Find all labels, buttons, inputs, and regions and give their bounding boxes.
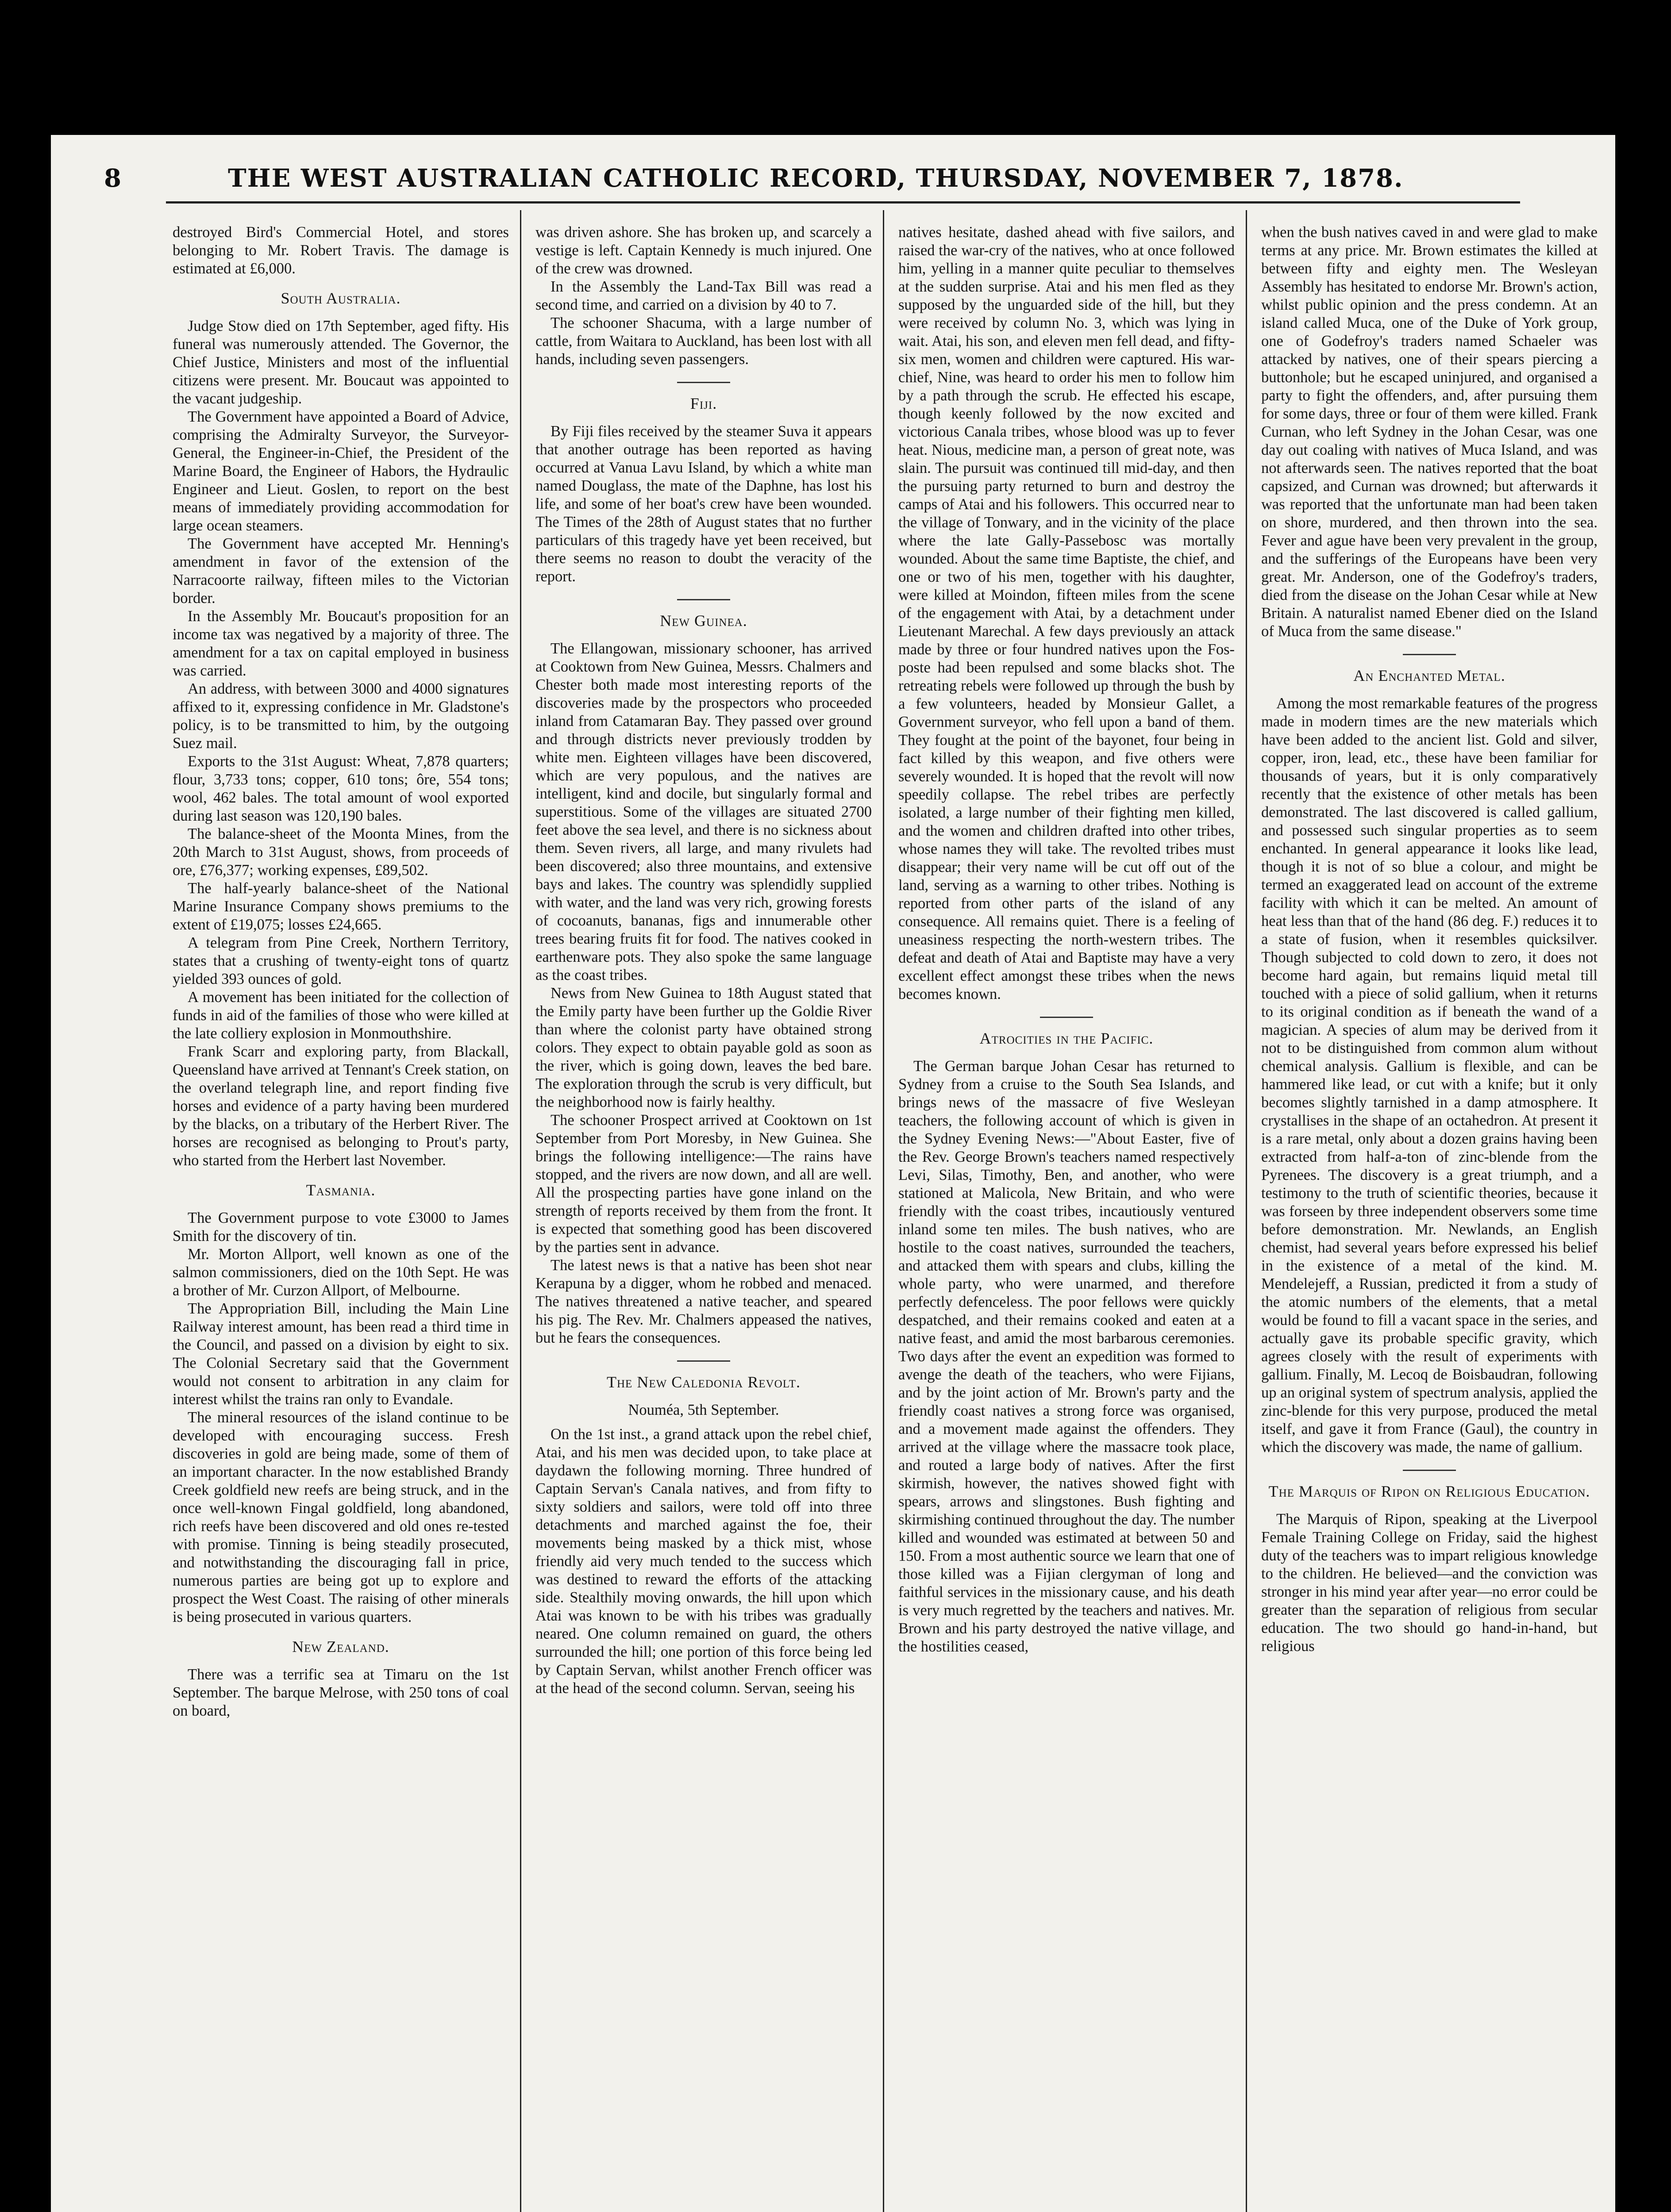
paragraph: The latest news is that a native has been shot near Kerapuna by a digger, whom he robbed and menaced. The natives threatened a native teacher, and speared his pig. The Rev. Mr. Chalmers appeased the natives, but he fears the consequences. [535, 1257, 872, 1346]
section-heading: An Enchanted Metal. [1353, 667, 1505, 684]
paragraph: The German barque Johan Cesar has returned to Sydney from a cruise to the South Sea Islands, and brings news of the massacre of five Wesleyan teachers, the following account of which is given in the Sydney Evening News:—"About Easter, five of the Rev. George Brown's teachers named respectively Levi, Silas, Timothy, Ben, and another, who were stationed at Malicola, New Britain, and who were friendly with the coast tribes, incautiously ventured inland some ten miles. The bush natives, who are hostile to the coast natives, surrounded the teachers, and attacked them with spears and clubs, killing the whole party, who were unarmed, and therefore perfectly defenceless. The poor fellows were quickly despatched, and their remains cooked and eaten at a native feast, and amid the most barbarous ceremonies. Two days after the event an expedition was formed to avenge the death of the teachers, who were Fijians, and by the joint action of Mr. Brown's party and the friendly coast natives a strong force was organised, and a movement made against the offenders. They arrived at the village where the massacre took place, and routed a large body of natives. After the first skirmish, however, the natives showed fight with spears, arrows and slingstones. Bush fighting and skirmishing continued throughout the day. The number killed and wounded was estimated at between 50 and 150. From a most authentic source we learn that one of those killed was a Fijian clergyman of long and faithful services in the missionary cause, and his death is very much regretted by the teachers and natives. Mr. Brown and his party destroyed the native village, and the hostilities ceased, [898, 1058, 1235, 1655]
column-3 [898, 223, 1235, 2212]
column-divider-3 [1246, 210, 1247, 2212]
paragraph: The Marquis of Ripon, speaking at the Liverpool Female Training College on Friday, said the highest duty of the teachers was to impart religious knowledge to the children. He believed—and the conviction was stronger in his mind year after year—no error could be greater than the separation of religious from secular education. The two should go hand-in-hand, but religious [1261, 1511, 1598, 1655]
paragraph: Exports to the 31st August: Wheat, 7,878 quarters; flour, 3,733 tons; copper, 610 tons; ôre, 554 tons; wool, 462 bales. The total amount of wool exported during last season was 120,190 bales. [173, 753, 509, 824]
column-1 [173, 223, 509, 2212]
paragraph: There was a terrific sea at Timaru on the 1st September. The barque Melrose, with 250 tons of coal on board, [173, 1666, 509, 1719]
paragraph: The Appropriation Bill, including the Main Line Railway interest amount, has been read a third time in the Council, and passed on a division by eight to six. The Colonial Secretary said that the Government would not consent to arbitration in any claim for interest whilst the trains ran only to Evandale. [173, 1300, 509, 1408]
paragraph: In the Assembly Mr. Boucaut's proposition for an income tax was negatived by a majority of three. The amendment for a tax on capital employed in business was carried. [173, 608, 509, 679]
paragraph: The Government have appointed a Board of Advice, comprising the Admiralty Surveyor, the Surveyor-General, the Engineer-in-Chief, the President of the Marine Board, the Engineer of Habors, the Hydraulic Engineer and Lieut. Goslen, to report on the best means of immediately providing accommodation for large ocean steamers. [173, 408, 509, 534]
section-separator [677, 382, 730, 383]
column-divider-2 [883, 210, 884, 2212]
paragraph: Judge Stow died on 17th September, aged fifty. His funeral was numerously attended. The Governor, the Chief Justice, Ministers and most of the influential citizens were present. Mr. Boucaut was appointed to the vacant judgeship. [173, 318, 509, 407]
paragraph: The schooner Prospect arrived at Cooktown on 1st September from Port Moresby, in New Guinea. She brings the following intelligence:—The rains have stopped, and the rivers are now down, and all are well. All the prospecting parties have gone inland on the strength of reports received by them from the front. It is expected that something good has been discovered by the parties sent in advance. [535, 1112, 872, 1256]
masthead [51, 164, 1615, 195]
paragraph: News from New Guinea to 18th August stated that the Emily party have been further up the Goldie River than where the colonist party have obtained strong colors. They expect to obtain payable gold as soon as the river, which is going down, leaves the bed bare. The exploration through the scrub is very difficult, but the neighborhood now is fairly healthy. [535, 985, 872, 1110]
paragraph: In the Assembly the Land-Tax Bill was read a second time, and carried on a division by 40 to 7. [535, 278, 872, 313]
section-heading: New Guinea. [660, 612, 747, 630]
paragraph: By Fiji files received by the steamer Suva it appears that another outrage has been reported as having occurred at Vanua Lavu Island, by which a white man named Douglass, the mate of the Daphne, has lost his life, and some of her boat's crew have been wounded. The Times of the 28th of August states that no further particulars of this tragedy have yet been received, but there seems no reason to doubt the veracity of the report. [535, 423, 872, 585]
section-separator [677, 599, 730, 600]
paragraph: The half-yearly balance-sheet of the National Marine Insurance Company shows premiums to the extent of £19,075; losses £24,665. [173, 880, 509, 933]
paragraph: The Ellangowan, missionary schooner, has arrived at Cooktown from New Guinea, Messrs. Chalmers and Chester both made most interesting reports of the discoveries made by the prospectors who proceeded inland from Catamaran Bay. They passed over ground and through districts never previously trodden by white men. Eighteen villages have been discovered, which are very populous, and the natives are intelligent, kind and docile, but singularly formal and superstitious. Some of the villages are situated 2700 feet above the sea level, and there is no sickness about them. Seven rivers, all large, and many rivulets had been discovered; also three mountains, and extensive bays and lakes. The country was splendidly supplied with water, and the land was very rich, growing forests of cocoanuts, bananas, figs and innumerable other trees bearing fruits fit for food. The natives cooked in earthenware pots. They also spoke the same language as the coast tribes. [535, 640, 872, 983]
page-number: 8 [104, 164, 122, 193]
section-separator [1403, 654, 1456, 655]
paragraph: The balance-sheet of the Moonta Mines, from the 20th March to 31st August, shows, from proceeds of ore, £76,377; working expenses, £89,502. [173, 826, 509, 879]
column-divider-1 [520, 210, 521, 2212]
section-heading: Tasmania. [306, 1181, 376, 1199]
continued-paragraph: was driven ashore. She has broken up, and scarcely a vestige is left. Captain Kennedy is much injured. One of the crew was drowned. [535, 224, 872, 277]
section-heading: Fiji. [690, 395, 717, 412]
dateline: Nouméa, 5th September. [628, 1402, 779, 1418]
paragraph: The Government have accepted Mr. Henning's amendment in favor of the extension of the Narracoorte railway, fifteen miles to the Victorian border. [173, 535, 509, 607]
section-heading: The New Caledonia Revolt. [607, 1373, 801, 1391]
section-separator [677, 1360, 730, 1362]
paragraph: The Government purpose to vote £3000 to James Smith for the discovery of tin. [173, 1210, 509, 1244]
section-heading: The Marquis of Ripon on Religious Education. [1268, 1482, 1590, 1500]
running-title: THE WEST AUSTRALIAN CATHOLIC RECORD, THURSDAY, NOVEMBER 7, 1878. [228, 164, 1404, 193]
header-rule [166, 201, 1520, 204]
paragraph: A movement has been initiated for the collection of funds in aid of the families of those who were killed at the late colliery explosion in Monmouthshire. [173, 989, 509, 1042]
section-separator [1403, 1470, 1456, 1471]
column-2 [535, 223, 872, 2212]
section-separator [1040, 1017, 1093, 1018]
paragraph: An address, with between 3000 and 4000 signatures affixed to it, expressing confidence in Mr. Gladstone's policy, is to be transmitted to him, by the outgoing Suez mail. [173, 680, 509, 752]
section-heading: New Zealand. [292, 1638, 389, 1655]
continued-paragraph: when the bush natives caved in and were glad to make terms at any price. Mr. Brown estimates the killed at between fifty and eighty men. The Wesleyan Assembly has hesitated to endorse Mr. Brown's action, whilst public opinion and the press condemn. At an island called Muca, one of the Duke of York group, one of Godefroy's traders named Schaeler was attacked by natives, one of their spears piercing a buttonhole; but he escaped uninjured, and organised a party to fight the offenders, and, after pursuing them for some days, three or four of them were killed. Frank Curnan, who left Sydney in the Johan Cesar, was one day out coaling with natives of Muca Island, and was not afterwards seen. The natives reported that the boat capsized, and Curnan was drowned; but afterwards it was reported that the unfortunate man had been taken on shore, murdered, and then thrown into the sea. Fever and ague have been very prevalent in the group, and the sufferings of the Europeans have been very great. Mr. Anderson, one of the Godefroy's traders, died from the disease on the Johan Cesar while at New Britain. A naturalist named Ebener died on the Island of Muca from the same disease." [1261, 224, 1598, 640]
paragraph: A telegram from Pine Creek, Northern Territory, states that a crushing of twenty-eight tons of quartz yielded 393 ounces of gold. [173, 934, 509, 987]
section-heading: Atrocities in the Pacific. [979, 1029, 1154, 1047]
column-4 [1261, 223, 1598, 2212]
paragraph: The mineral resources of the island continue to be developed with encouraging success. Fresh discoveries in gold are being made, some of them of an important character. In the now established Brandy Creek goldfield new reefs are being struck, and in the once well-known Fingal goldfield, long abandoned, rich reefs have been discovered and old ones re-tested with promise. Tinning is being steadily prosecuted, and notwithstanding the discouraging fall in price, numerous parties are being got up to explore and prospect the West Coast. The raising of other minerals is being prosecuted in various quarters. [173, 1409, 509, 1625]
newspaper-page [51, 135, 1615, 2212]
paragraph: Among the most remarkable features of the progress made in modern times are the new materials which have been added to the ancient list. Gold and silver, copper, iron, lead, etc., these have been familiar for thousands of years, but it is only comparatively recently that the existence of other metals has been demonstrated. The last discovered is called gallium, and possessed such singular properties as to seem enchanted. In general appearance it looks like lead, though it is not of so blue a colour, and might be termed an exaggerated lead on account of the extreme facility with which it can be melted. An amount of heat less than that of the hand (86 deg. F.) reduces it to a state of fusion, when it resembles quicksilver. Though subjected to cold down to zero, it does not become hard again, but remains liquid metal till touched with a piece of solid gallium, when it returns to its original condition as if beneath the wand of a magician. A species of alum may be derived from it not to be distinguished from common alum without chemical analysis. Gallium is flexible, and can be hammered like lead, or cut with a knife; but it only becomes slightly tarnished in a damp atmosphere. It crystallises in the shape of an octahedron. At present it is a rare metal, only about a dozen grains having been extracted from half-a-ton of zinc-blende from the Pyrenees. The discovery is a great triumph, and a testimony to the truth of scientific theories, because it was forseen by three independent observers some time before demonstration. Mr. Newlands, an English chemist, had several years before expressed his belief in the existence of a metal of the kind. M. Mendelejeff, a Russian, predicted it from a study of the atomic numbers of the elements, that a metal would be found to fill a vacant space in the series, and actually gave its probable specific gravity, which agrees closely with the result of experiments with gallium. Finally, M. Lecoq de Boisbaudran, following up an original system of spectrum analysis, applied the zinc-blende for this very purpose, produced the metal itself, and gave it from France (Gaul), the country in which the discovery was made, the name of gallium. [1261, 695, 1598, 1455]
paragraph: On the 1st inst., a grand attack upon the rebel chief, Atai, and his men was decided upon, to take place at daydawn the following morning. Three hundred of Captain Servan's Canala natives, and from fifty to sixty soldiers and sailors, were told off into three detachments and marched against the foe, their movements being masked by a thick mist, whose friendly aid very much tended to the success which was destined to reward the efforts of the attacking side. Stealthily moving onwards, the hill upon which Atai was known to be with his tribes was gradually neared. One column remained on guard, the others surrounded the hill; one portion of this force being led by Captain Servan, whilst another French officer was at the head of the second column. Servan, seeing his [535, 1426, 872, 1697]
paragraph: Mr. Morton Allport, well known as one of the salmon commissioners, died on the 10th Sept. He was a brother of Mr. Curzon Allport, of Melbourne. [173, 1246, 509, 1299]
continued-paragraph: destroyed Bird's Commercial Hotel, and stores belonging to Mr. Robert Travis. The damage is estimated at £6,000. [173, 224, 509, 277]
paragraph: The schooner Shacuma, with a large number of cattle, from Waitara to Auckland, has been lost with all hands, including seven passengers. [535, 315, 872, 368]
paragraph: Frank Scarr and exploring party, from Blackall, Queensland have arrived at Tennant's Creek station, on the overland telegraph line, and report finding five horses and evidence of a party having been murdered by the blacks, on a tributary of the Herbert River. The horses are recognised as belonging to Prout's party, who started from the Herbert last November. [173, 1043, 509, 1169]
continued-paragraph: natives hesitate, dashed ahead with five sailors, and raised the war-cry of the natives, who at once followed him, yelling in a manner quite peculiar to themselves at the sudden surprise. Atai and his men fled as they supposed by the unguarded side of the hill, but they were received by column No. 3, which was lying in wait. Atai, his son, and eleven men fell dead, and fifty-six men, women and children were captured. His war-chief, Nine, was heard to order his men to follow him by a path through the scrub. He effected his escape, though keenly followed by the now excited and victorious Canala tribes, whose blood was up to fever heat. Nious, medicine man, a person of great note, was slain. The pursuit was continued till mid-day, and then the pursuing party returned to burn and destroy the camps of Atai and his followers. This occurred near to the village of Tonwary, and in the vicinity of the place where the late Gally-Passebosc was mortally wounded. About the same time Baptiste, the chief, and one or two of his men, together with his daughter, were killed at Moindon, fifteen miles from the scene of the engagement with Atai, by a detachment under Lieutenant Marechal. A few days previously an attack made by three or four hundred natives upon the Fos-poste had been repulsed and some blacks shot. The retreating rebels were followed up through the bush by a few volunteers, headed by Monsieur Gallet, a Government surveyor, who fell upon a band of them. They fought at the point of the bayonet, four being in fact killed by this weapon, and five others were severely wounded. It is hoped that the revolt will now speedily collapse. The rebel tribes are perfectly isolated, a large number of their fighting men killed, and the women and children drafted into other tribes, whose names they will take. The revolted tribes must disappear; their very name will be cut off out of the land, serving as a warning to other tribes. Nothing is reported from other parts of the island of any consequence. All remains quiet. There is a feeling of uneasiness respecting the north-western tribes. The defeat and death of Atai and Baptiste may have a very excellent effect amongst these tribes when the news becomes known. [898, 224, 1235, 1002]
section-heading: South Australia. [281, 289, 401, 307]
